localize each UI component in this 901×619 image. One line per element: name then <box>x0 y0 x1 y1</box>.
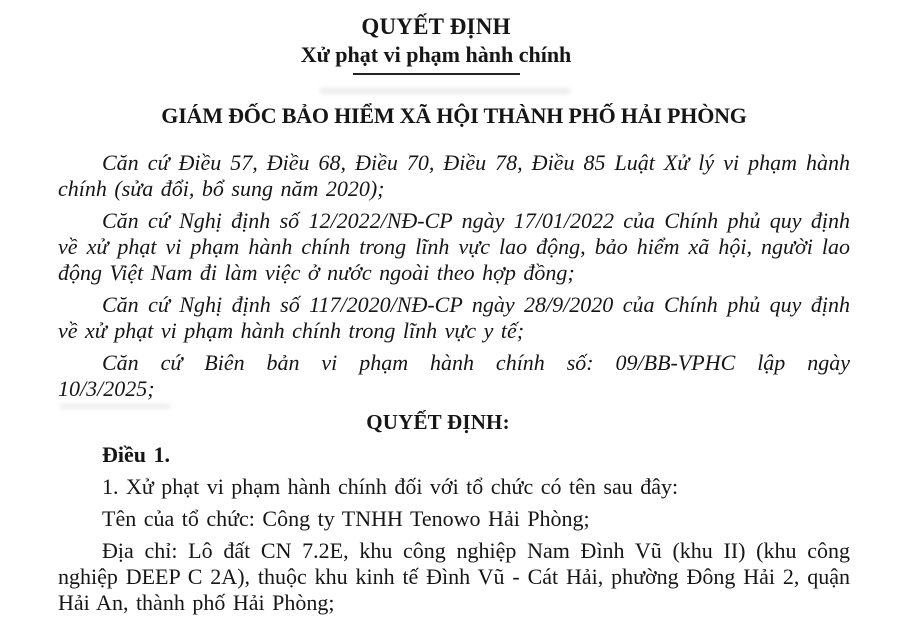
title-underline-divider <box>353 73 520 75</box>
document-header <box>58 13 850 75</box>
article-1-label: Điều 1. <box>102 442 170 467</box>
organization-name-line: Tên của tổ chức: Công ty TNHH Tenowo Hải Phòng; <box>102 506 590 531</box>
document-title: QUYẾT ĐỊNH <box>361 14 511 39</box>
legal-basis-paragraph: Căn cứ Nghị định số 12/2022/NĐ-CP ngày 17/01/2022 của Chính phủ quy định về xử phạt vi phạm hành chính trong lĩnh vực lao động, bảo hiểm xã hội, người lao động Việt Nam đi làm việc ở nước ngoài theo hợp đồng; <box>58 208 850 285</box>
document-subtitle: Xử phạt vi phạm hành chính <box>300 42 572 67</box>
legal-basis-paragraph: Căn cứ Biên bản vi phạm hành chính số: 09/BB-VPHC lập ngày 10/3/2025; <box>58 350 850 401</box>
scan-artifact <box>320 88 570 94</box>
issuer-heading: GIÁM ĐỐC BẢO HIỂM XÃ HỘI THÀNH PHỐ HẢI PHÒNG <box>161 103 747 128</box>
organization-address-line: Địa chỉ: Lô đất CN 7.2E, khu công nghiệp Nam Đình Vũ (khu II) (khu công nghiệp DEEP C 2A), thuộc khu kinh tế Đình Vũ - Cát Hải, phường Đông Hải 2, quận Hải An, thành phố Hải Phòng; <box>58 538 850 615</box>
article-1-clause-1: 1. Xử phạt vi phạm hành chính đối với tổ chức có tên sau đây: <box>102 474 679 499</box>
legal-basis-paragraph: Căn cứ Nghị định số 117/2020/NĐ-CP ngày 28/9/2020 của Chính phủ quy định về xử phạt vi phạm hành chính trong lĩnh vực y tế; <box>58 292 850 343</box>
legal-basis-paragraph: Căn cứ Điều 57, Điều 68, Điều 70, Điều 78, Điều 85 Luật Xử lý vi phạm hành chính (sửa đổi, bổ sung năm 2020); <box>58 150 850 201</box>
document-body <box>58 150 850 616</box>
decision-section-heading: QUYẾT ĐỊNH: <box>366 410 510 434</box>
